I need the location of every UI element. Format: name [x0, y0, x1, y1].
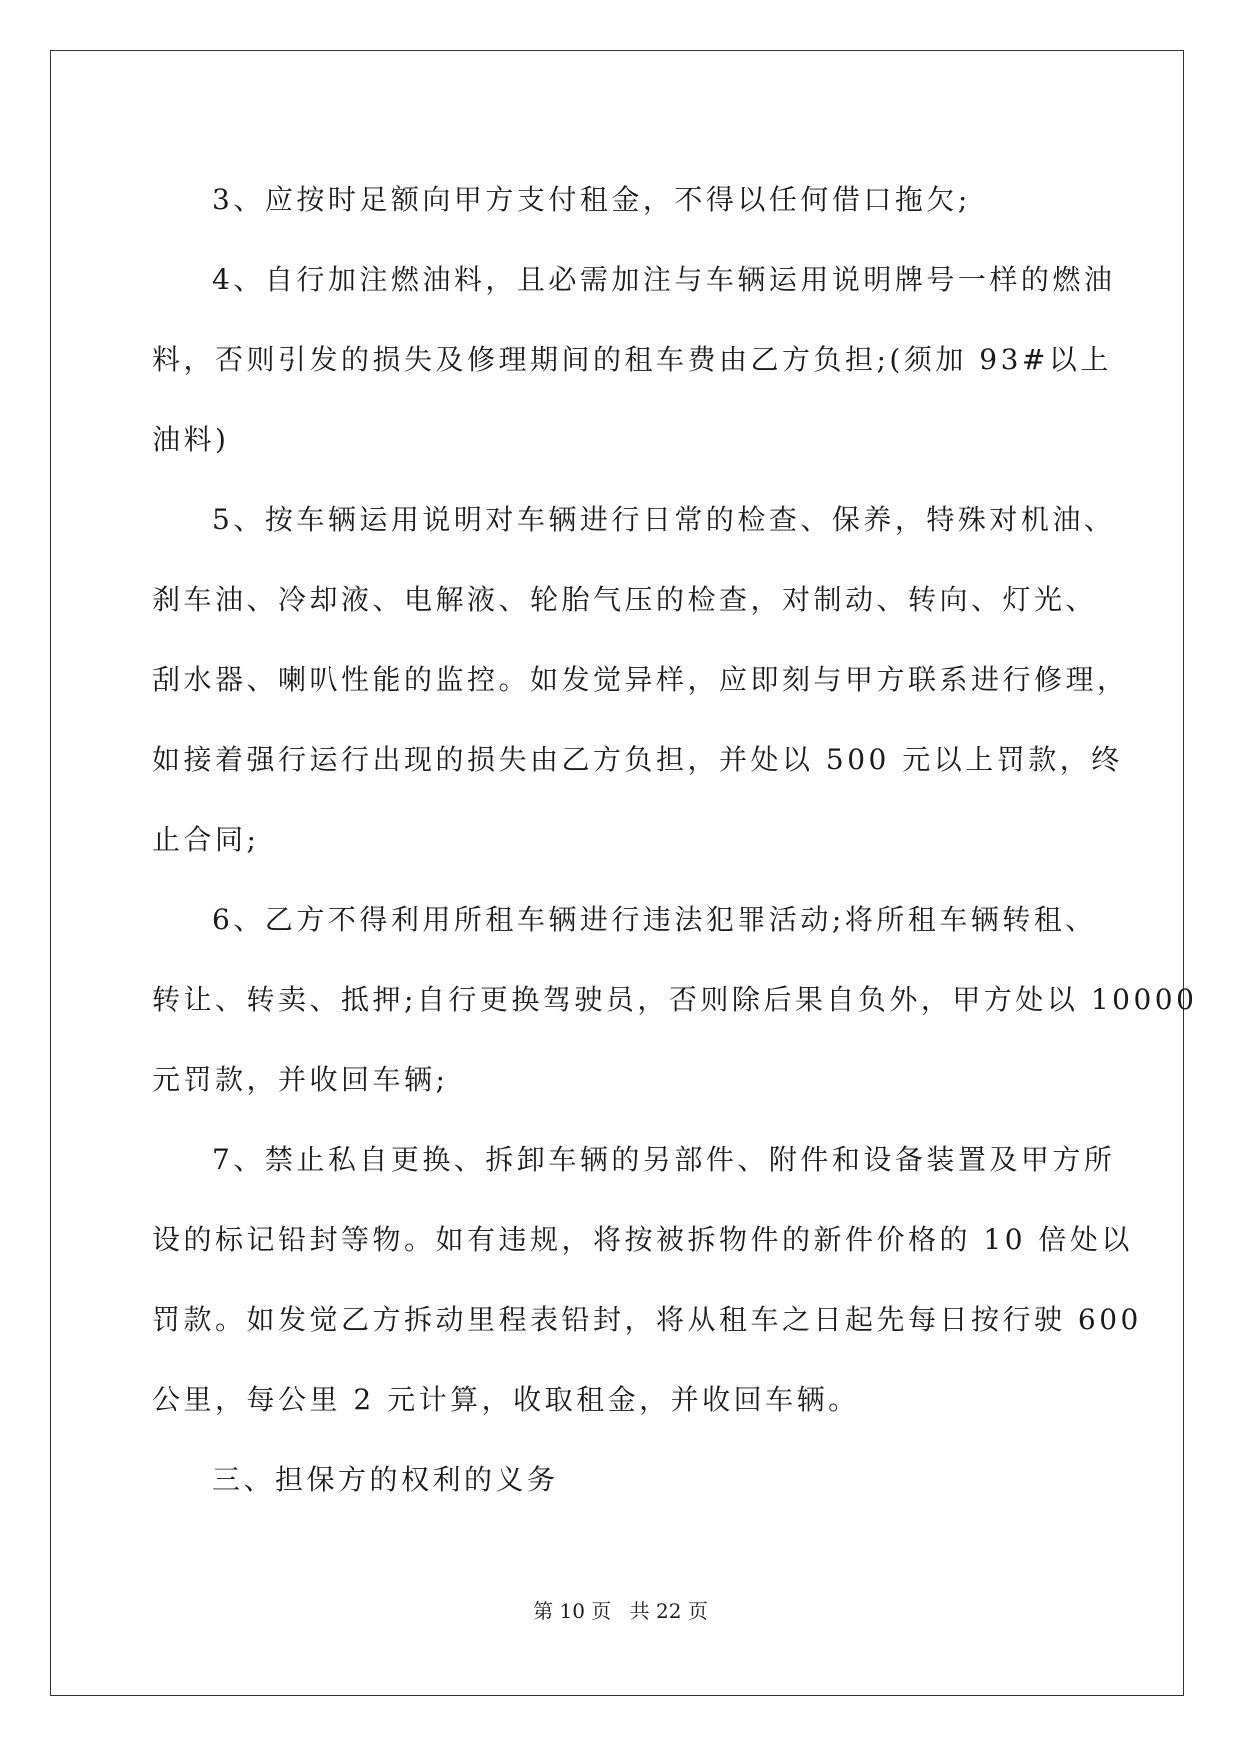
text-line: 刹车油、冷却液、电解液、轮胎气压的检查，对制动、转向、灯光、 [152, 583, 1098, 616]
paragraph-7 [152, 1120, 1142, 1440]
paragraph-6 [152, 880, 1198, 1120]
page-footer [0, 1596, 1241, 1626]
text-line: 转让、转卖、抵押;自行更换驾驶员，否则除后果自负外，甲方处以 10000 [152, 983, 1198, 1016]
text-line: 设的标记铅封等物。如有违规，将按被拆物件的新件价格的 10 倍处以 [152, 1223, 1133, 1256]
text-line: 公里，每公里 2 元计算，收取租金，并收回车辆。 [152, 1383, 860, 1416]
page-total: 共 22 页 [629, 1599, 708, 1623]
text-line: 4、自行加注燃油料，且必需加注与车辆运用说明牌号一样的燃油 [212, 263, 1116, 296]
text-line: 3、应按时足额向甲方支付租金，不得以任何借口拖欠; [212, 183, 971, 216]
text-line: 刮水器、喇叭性能的监控。如发觉异样，应即刻与甲方联系进行修理， [152, 663, 1129, 696]
text-line: 5、按车辆运用说明对车辆进行日常的检查、保养，特殊对机油、 [212, 503, 1116, 536]
document-body [152, 160, 1198, 1520]
text-line: 三、担保方的权利的义务 [212, 1463, 559, 1496]
text-line: 罚款。如发觉乙方拆动里程表铅封，将从租车之日起先每日按行驶 600 [152, 1303, 1142, 1336]
paragraph-5 [152, 480, 1129, 880]
text-line: 7、禁止私自更换、拆卸车辆的另部件、附件和设备装置及甲方所 [212, 1143, 1116, 1176]
text-line: 6、乙方不得利用所租车辆进行违法犯罪活动;将所租车辆转租、 [212, 903, 1097, 936]
text-line: 油料) [152, 423, 230, 456]
text-line: 元罚款，并收回车辆; [152, 1063, 449, 1096]
page-number: 第 10 页 [533, 1599, 612, 1623]
text-line: 止合同; [152, 823, 260, 856]
section-heading [152, 1440, 1092, 1520]
text-line: 料，否则引发的损失及修理期间的租车费由乙方负担;(须加 93#以上 [152, 343, 1112, 376]
paragraph-4 [152, 240, 1116, 480]
paragraph-3 [152, 160, 1092, 240]
text-line: 如接着强行运行出现的损失由乙方负担，并处以 500 元以上罚款，终 [152, 743, 1123, 776]
